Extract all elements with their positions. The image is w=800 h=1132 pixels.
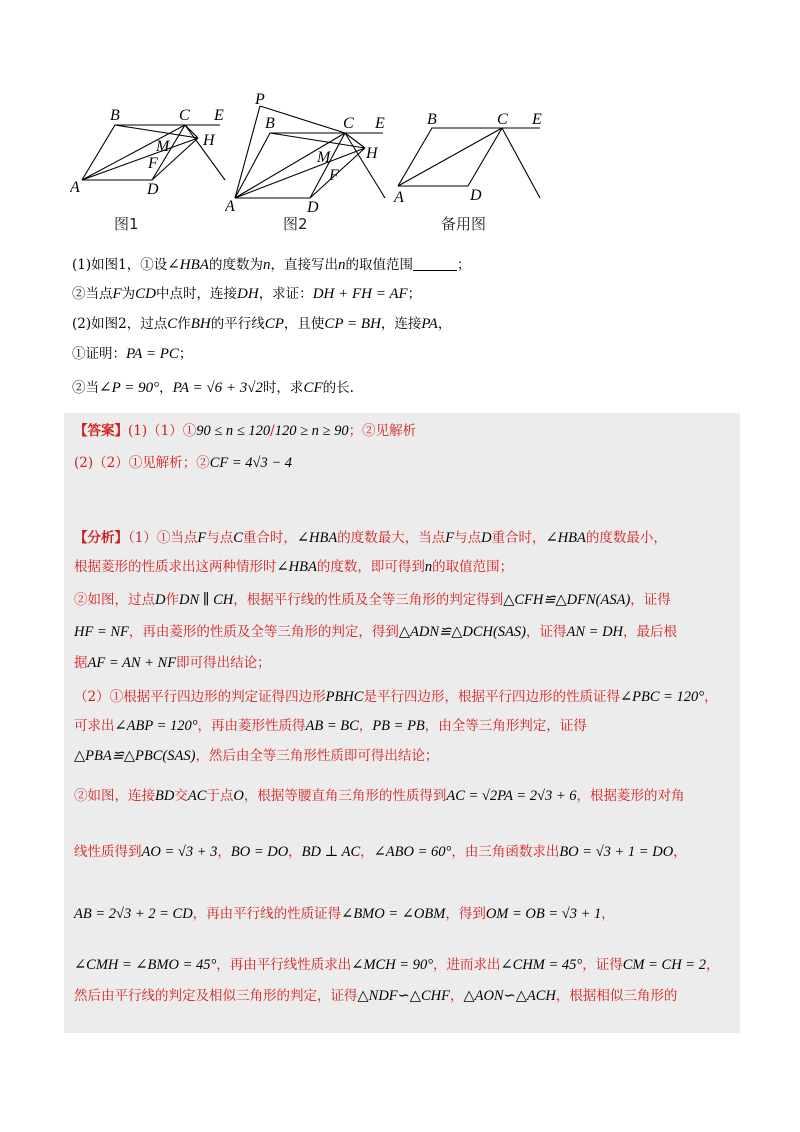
- question-line-1: (1)如图1，①设∠HBA的度数为n，直接写出n的取值范围 ；: [72, 257, 471, 273]
- figure-2-diagram: [225, 88, 400, 213]
- figure-1-diagram: [70, 88, 235, 213]
- fig2-label-p: P: [255, 91, 265, 108]
- answer-line-2: (2)（2）①见解析；②CF = 4√3 − 4: [74, 455, 293, 471]
- analysis-line-7: 可求出∠ABP = 120°，再由菱形性质得AB = BC，PB = PB，由全等三角形判定，证得: [74, 718, 587, 734]
- fig3-label-e: E: [532, 111, 542, 128]
- analysis-line-12: ∠CMH = ∠BMO = 45°，再由平行线性质求出∠MCH = 90°，进而求出∠CHM = 45°，证得CM = CH = 2，: [74, 957, 720, 973]
- figure-3-diagram: [390, 88, 555, 213]
- question-line-3: (2)如图2，过点C作BH的平行线CP，且使CP = BH，连接PA，: [72, 316, 452, 332]
- analysis-line-13: 然后由平行线的判定及相似三角形的判定，证得△NDF∽△CHF，△AON∽△ACH，根据相似三角形的: [74, 988, 678, 1004]
- analysis-line-10: 线性质得到AO = √3 + 3，BO = DO，BD ⊥ AC，∠ABO = 60°，由三角函数求出BO = √3 + 1 = DO，: [74, 844, 687, 860]
- figure-1-caption: 图1: [114, 215, 139, 233]
- analysis-line-6: （2）①根据平行四边形的判定证得四边形PBHC是平行四边形，根据平行四边形的性质证得∠PBC = 120°，: [74, 689, 718, 705]
- fig1-label-f: F: [148, 155, 158, 172]
- analysis-line-9: ②如图，连接BD交AC于点O，根据等腰直角三角形的性质得到AC = √2PA = 2√3 + 6，根据菱形的对角: [74, 788, 685, 804]
- fig2-label-c: C: [343, 115, 354, 132]
- figure-3-caption: 备用图: [441, 215, 487, 233]
- fig1-label-h: H: [203, 132, 215, 149]
- fig3-label-c: C: [497, 111, 508, 128]
- analysis-line-4: HF = NF，再由菱形的性质及全等三角形的判定，得到△ADN≌△DCH(SAS)，证得AN = DH，最后根: [74, 624, 678, 640]
- answer-blank: [413, 256, 457, 271]
- figure-3: [390, 88, 555, 213]
- fig2-label-m: M: [317, 149, 331, 166]
- fig2-label-e: E: [375, 115, 385, 132]
- figure-2: [225, 88, 400, 213]
- figure-1: [70, 88, 235, 213]
- fig2-label-a: A: [225, 198, 235, 213]
- question-line-2: ②当点F为CD中点时，连接DH，求证：DH + FH = AF；: [72, 286, 422, 302]
- fig1-label-b: B: [110, 107, 120, 124]
- fig1-label-d: D: [147, 181, 159, 198]
- fig1-label-c: C: [179, 107, 190, 124]
- fig2-label-f: F: [329, 167, 339, 184]
- analysis-line-5: 据AF = AN + NF即可得出结论；: [74, 655, 271, 671]
- figure-2-caption: 图2: [283, 215, 308, 233]
- analysis-line-8: △PBA≌△PBC(SAS)，然后由全等三角形性质即可得出结论；: [74, 748, 439, 764]
- fig1-label-m: M: [156, 138, 170, 155]
- analysis-line-2: 根据菱形的性质求出这两种情形时∠HBA的度数，即可得到n的取值范围；: [74, 559, 514, 575]
- fig3-label-d: D: [470, 187, 482, 204]
- fig3-label-b: B: [427, 111, 437, 128]
- analysis-line-1: 【分析】（1）①当点F与点C重合时，∠HBA的度数最大，当点F与点D重合时，∠HBA的度数最小，: [74, 530, 667, 546]
- fig3-label-a: A: [394, 189, 404, 206]
- analysis-line-3: ②如图，过点D作DN ∥ CH，根据平行线的性质及全等三角形的判定得到△CFH≌△DFN(ASA)，证得: [74, 592, 671, 608]
- fig2-label-h: H: [366, 145, 378, 162]
- fig2-label-d: D: [307, 199, 319, 213]
- answer-line-1: 【答案】(1)（1）①90 ≤ n ≤ 120/120 ≥ n ≥ 90；②见解析: [74, 423, 417, 439]
- question-line-5: ②当∠P = 90°，PA = √6 + 3√2时，求CF的长.: [72, 380, 354, 396]
- fig1-label-a: A: [70, 179, 80, 196]
- question-line-4: ①证明：PA = PC；: [72, 346, 193, 362]
- fig2-label-b: B: [265, 115, 275, 132]
- analysis-line-11: AB = 2√3 + 2 = CD，再由平行线的性质证得∠BMO = ∠OBM，得到OM = OB = √3 + 1，: [74, 906, 615, 922]
- fig1-label-e: E: [214, 107, 224, 124]
